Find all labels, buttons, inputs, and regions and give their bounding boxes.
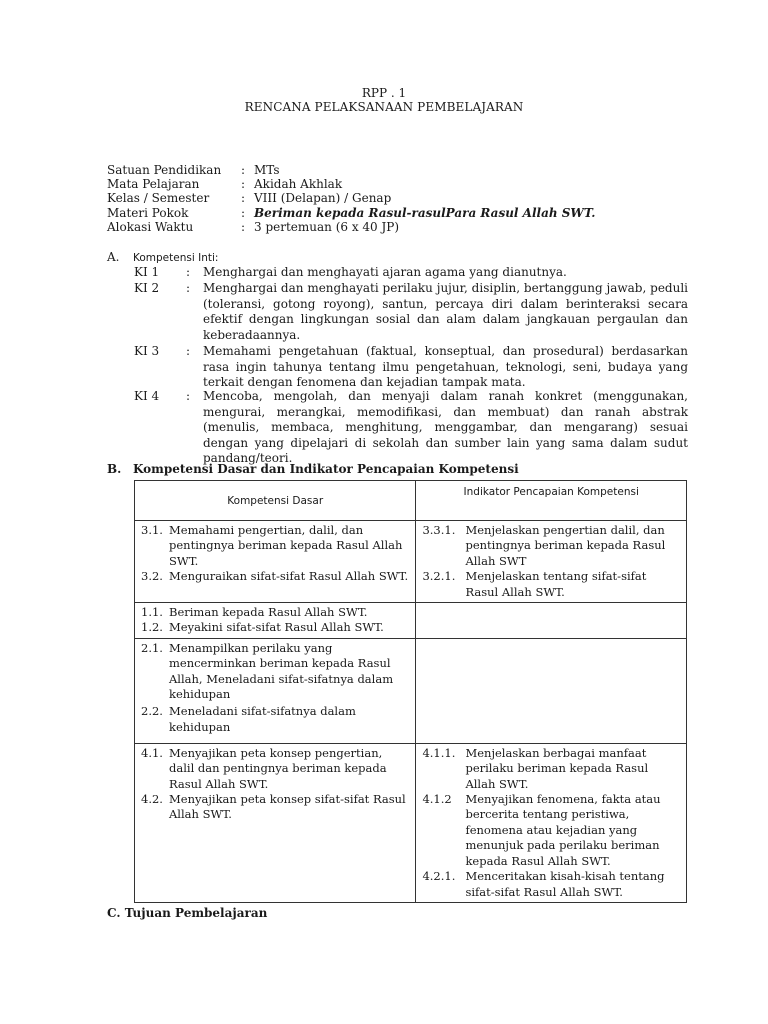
kd-item bbox=[135, 792, 415, 823]
kd-text: Menguraikan sifat-sifat Rasul Allah SWT. bbox=[169, 569, 409, 584]
table-row bbox=[135, 638, 687, 743]
kd-item bbox=[135, 704, 415, 735]
identity-value: MTs bbox=[254, 163, 280, 177]
indicator-item bbox=[416, 569, 686, 600]
identity-colon: : bbox=[241, 219, 246, 234]
identity-value: Akidah Akhlak bbox=[254, 177, 343, 192]
indicator-number: 3.2.1. bbox=[422, 569, 456, 584]
indicator-cell bbox=[416, 743, 687, 902]
indicator-number: 4.1.1. bbox=[422, 745, 456, 760]
kd-text: Menyajikan peta konsep sifat-sifat Rasul Allah SWT. bbox=[169, 792, 406, 822]
section-title: Kompetensi Inti: bbox=[133, 252, 219, 264]
kd-text: Menyajikan peta konsep pengertian, dalil dan pentingnya beriman kepada Rasul Allah SWT. bbox=[169, 745, 387, 791]
section-b-heading bbox=[107, 462, 519, 476]
kd-cell bbox=[135, 521, 416, 603]
kd-number: 1.2. bbox=[141, 620, 163, 635]
ki-colon: : bbox=[186, 344, 191, 358]
rpp-number: RPP . 1 bbox=[361, 86, 407, 100]
kd-number: 3.2. bbox=[141, 569, 163, 584]
identity-colon: : bbox=[241, 205, 246, 220]
kd-number: 2.2. bbox=[141, 704, 163, 719]
identity-colon: : bbox=[241, 191, 246, 206]
ki-text: Menghargai dan menghayati perilaku jujur, disiplin, bertanggung jawab, peduli (toleransi, gotong royong), santun, percaya diri dalam berinteraksi secara efektif dengan lingkungan sosial dan alam dalam jangkauan pergaulan dan keberadaannya. bbox=[203, 281, 688, 342]
indicator-cell bbox=[416, 521, 687, 603]
kd-cell bbox=[135, 743, 416, 902]
kd-number: 1.1. bbox=[141, 605, 163, 620]
indicator-number: 4.1.2 bbox=[422, 792, 452, 807]
indicator-number: 4.2.1. bbox=[422, 869, 456, 884]
kd-cell bbox=[135, 638, 416, 743]
indicator-column-header: Indikator Pencapaian Kompetensi bbox=[416, 481, 687, 521]
ki-code: KI 4 bbox=[134, 389, 160, 403]
kd-item bbox=[135, 605, 415, 620]
identity-value: Beriman kepada Rasul-rasulPara Rasul Allah SWT. bbox=[254, 205, 596, 220]
table-row bbox=[135, 743, 687, 902]
ki-text: Menghargai dan menghayati ajaran agama yang dianutnya. bbox=[203, 265, 567, 279]
section-a-heading bbox=[107, 250, 218, 264]
ki-code: KI 3 bbox=[134, 344, 160, 358]
document-title: RENCANA PELAKSANAAN PEMBELAJARAN bbox=[244, 100, 524, 114]
identity-label: Materi Pokok bbox=[107, 205, 189, 220]
indicator-item bbox=[416, 746, 686, 792]
ki-text: Memahami pengetahuan (faktual, konseptual, dan prosedural) berdasarkan rasa ingin tahunya tentang ilmu pengetahuan, teknologi, seni, budaya yang terkait dengan fenomena dan kejadian tampak mata. bbox=[203, 344, 688, 389]
kd-number: 2.1. bbox=[141, 640, 163, 655]
kd-number: 3.1. bbox=[141, 523, 163, 537]
indicator-text: Menyajikan fenomena, fakta atau bercerita tentang peristiwa, fenomena atau kejadian yang menunjuk pada perilaku beriman kepada Rasul Allah SWT. bbox=[465, 792, 661, 868]
indicator-text: Menjelaskan tentang sifat-sifat Rasul Allah SWT. bbox=[465, 569, 647, 599]
kd-number: 4.2. bbox=[141, 792, 163, 807]
kd-item bbox=[135, 620, 415, 635]
indicator-text: Menjelaskan berbagai manfaat perilaku beriman kepada Rasul Allah SWT. bbox=[465, 745, 649, 791]
indicator-cell-empty bbox=[416, 638, 687, 743]
indicator-item bbox=[416, 792, 686, 869]
table-header-row bbox=[135, 481, 687, 521]
identity-label: Alokasi Waktu bbox=[107, 219, 194, 234]
kd-text: Menampilkan perilaku yang mencerminkan beriman kepada Rasul Allah, Meneladani sifat-sifatnya dalam kehidupan bbox=[169, 640, 394, 702]
kd-item bbox=[135, 569, 415, 584]
ki-code: KI 2 bbox=[134, 281, 160, 295]
kd-item bbox=[135, 746, 415, 792]
identity-colon: : bbox=[241, 163, 246, 177]
table-row bbox=[135, 521, 687, 603]
section-c-heading: C. Tujuan Pembelajaran bbox=[107, 906, 268, 920]
ki-colon: : bbox=[186, 265, 191, 279]
ki-colon: : bbox=[186, 389, 191, 403]
indicator-item bbox=[416, 869, 686, 900]
kd-number: 4.1. bbox=[141, 745, 163, 760]
identity-colon: : bbox=[241, 177, 246, 192]
identity-label: Satuan Pendidikan bbox=[107, 163, 222, 177]
identity-label: Mata Pelajaran bbox=[107, 177, 200, 192]
indicator-cell-empty bbox=[416, 603, 687, 639]
ki-colon: : bbox=[186, 281, 191, 295]
kd-item bbox=[135, 641, 415, 703]
ki-code: KI 1 bbox=[134, 265, 160, 279]
kd-item bbox=[135, 523, 415, 569]
indicator-number: 3.3.1. bbox=[422, 523, 456, 537]
kd-text: Memahami pengertian, dalil, dan pentingnya beriman kepada Rasul Allah SWT. bbox=[169, 523, 403, 568]
kd-cell bbox=[135, 603, 416, 639]
indicator-text: Menjelaskan pengertian dalil, dan pentingnya beriman kepada Rasul Allah SWT bbox=[465, 523, 666, 568]
table-row bbox=[135, 603, 687, 639]
kd-text: Beriman kepada Rasul Allah SWT. bbox=[169, 605, 368, 620]
section-letter: B. bbox=[107, 462, 122, 476]
kd-text: Meneladani sifat-sifatnya dalam kehidupan bbox=[169, 704, 356, 734]
identity-value: 3 pertemuan (6 x 40 JP) bbox=[254, 219, 400, 234]
competency-table bbox=[134, 480, 687, 903]
section-letter: A. bbox=[107, 250, 120, 264]
kd-text: Meyakini sifat-sifat Rasul Allah SWT. bbox=[169, 620, 384, 635]
section-title: Kompetensi Dasar dan Indikator Pencapaian Kompetensi bbox=[133, 462, 519, 476]
indicator-item bbox=[416, 523, 686, 569]
kd-column-header: Kompetensi Dasar bbox=[135, 481, 416, 521]
identity-value: VIII (Delapan) / Genap bbox=[254, 191, 392, 206]
identity-label: Kelas / Semester bbox=[107, 191, 210, 206]
ki-text: Mencoba, mengolah, dan menyaji dalam ranah konkret (menggunakan, mengurai, merangkai, memodifikasi, dan membuat) dan ranah abstrak (menulis, membaca, menghitung, menggambar, dan mengarang) sesuai dengan yang dipelajari di sekolah dan sumber lain yang sama dalam sudut pandang/teori. bbox=[203, 389, 688, 465]
indicator-text: Menceritakan kisah-kisah tentang sifat-sifat Rasul Allah SWT. bbox=[465, 869, 665, 899]
